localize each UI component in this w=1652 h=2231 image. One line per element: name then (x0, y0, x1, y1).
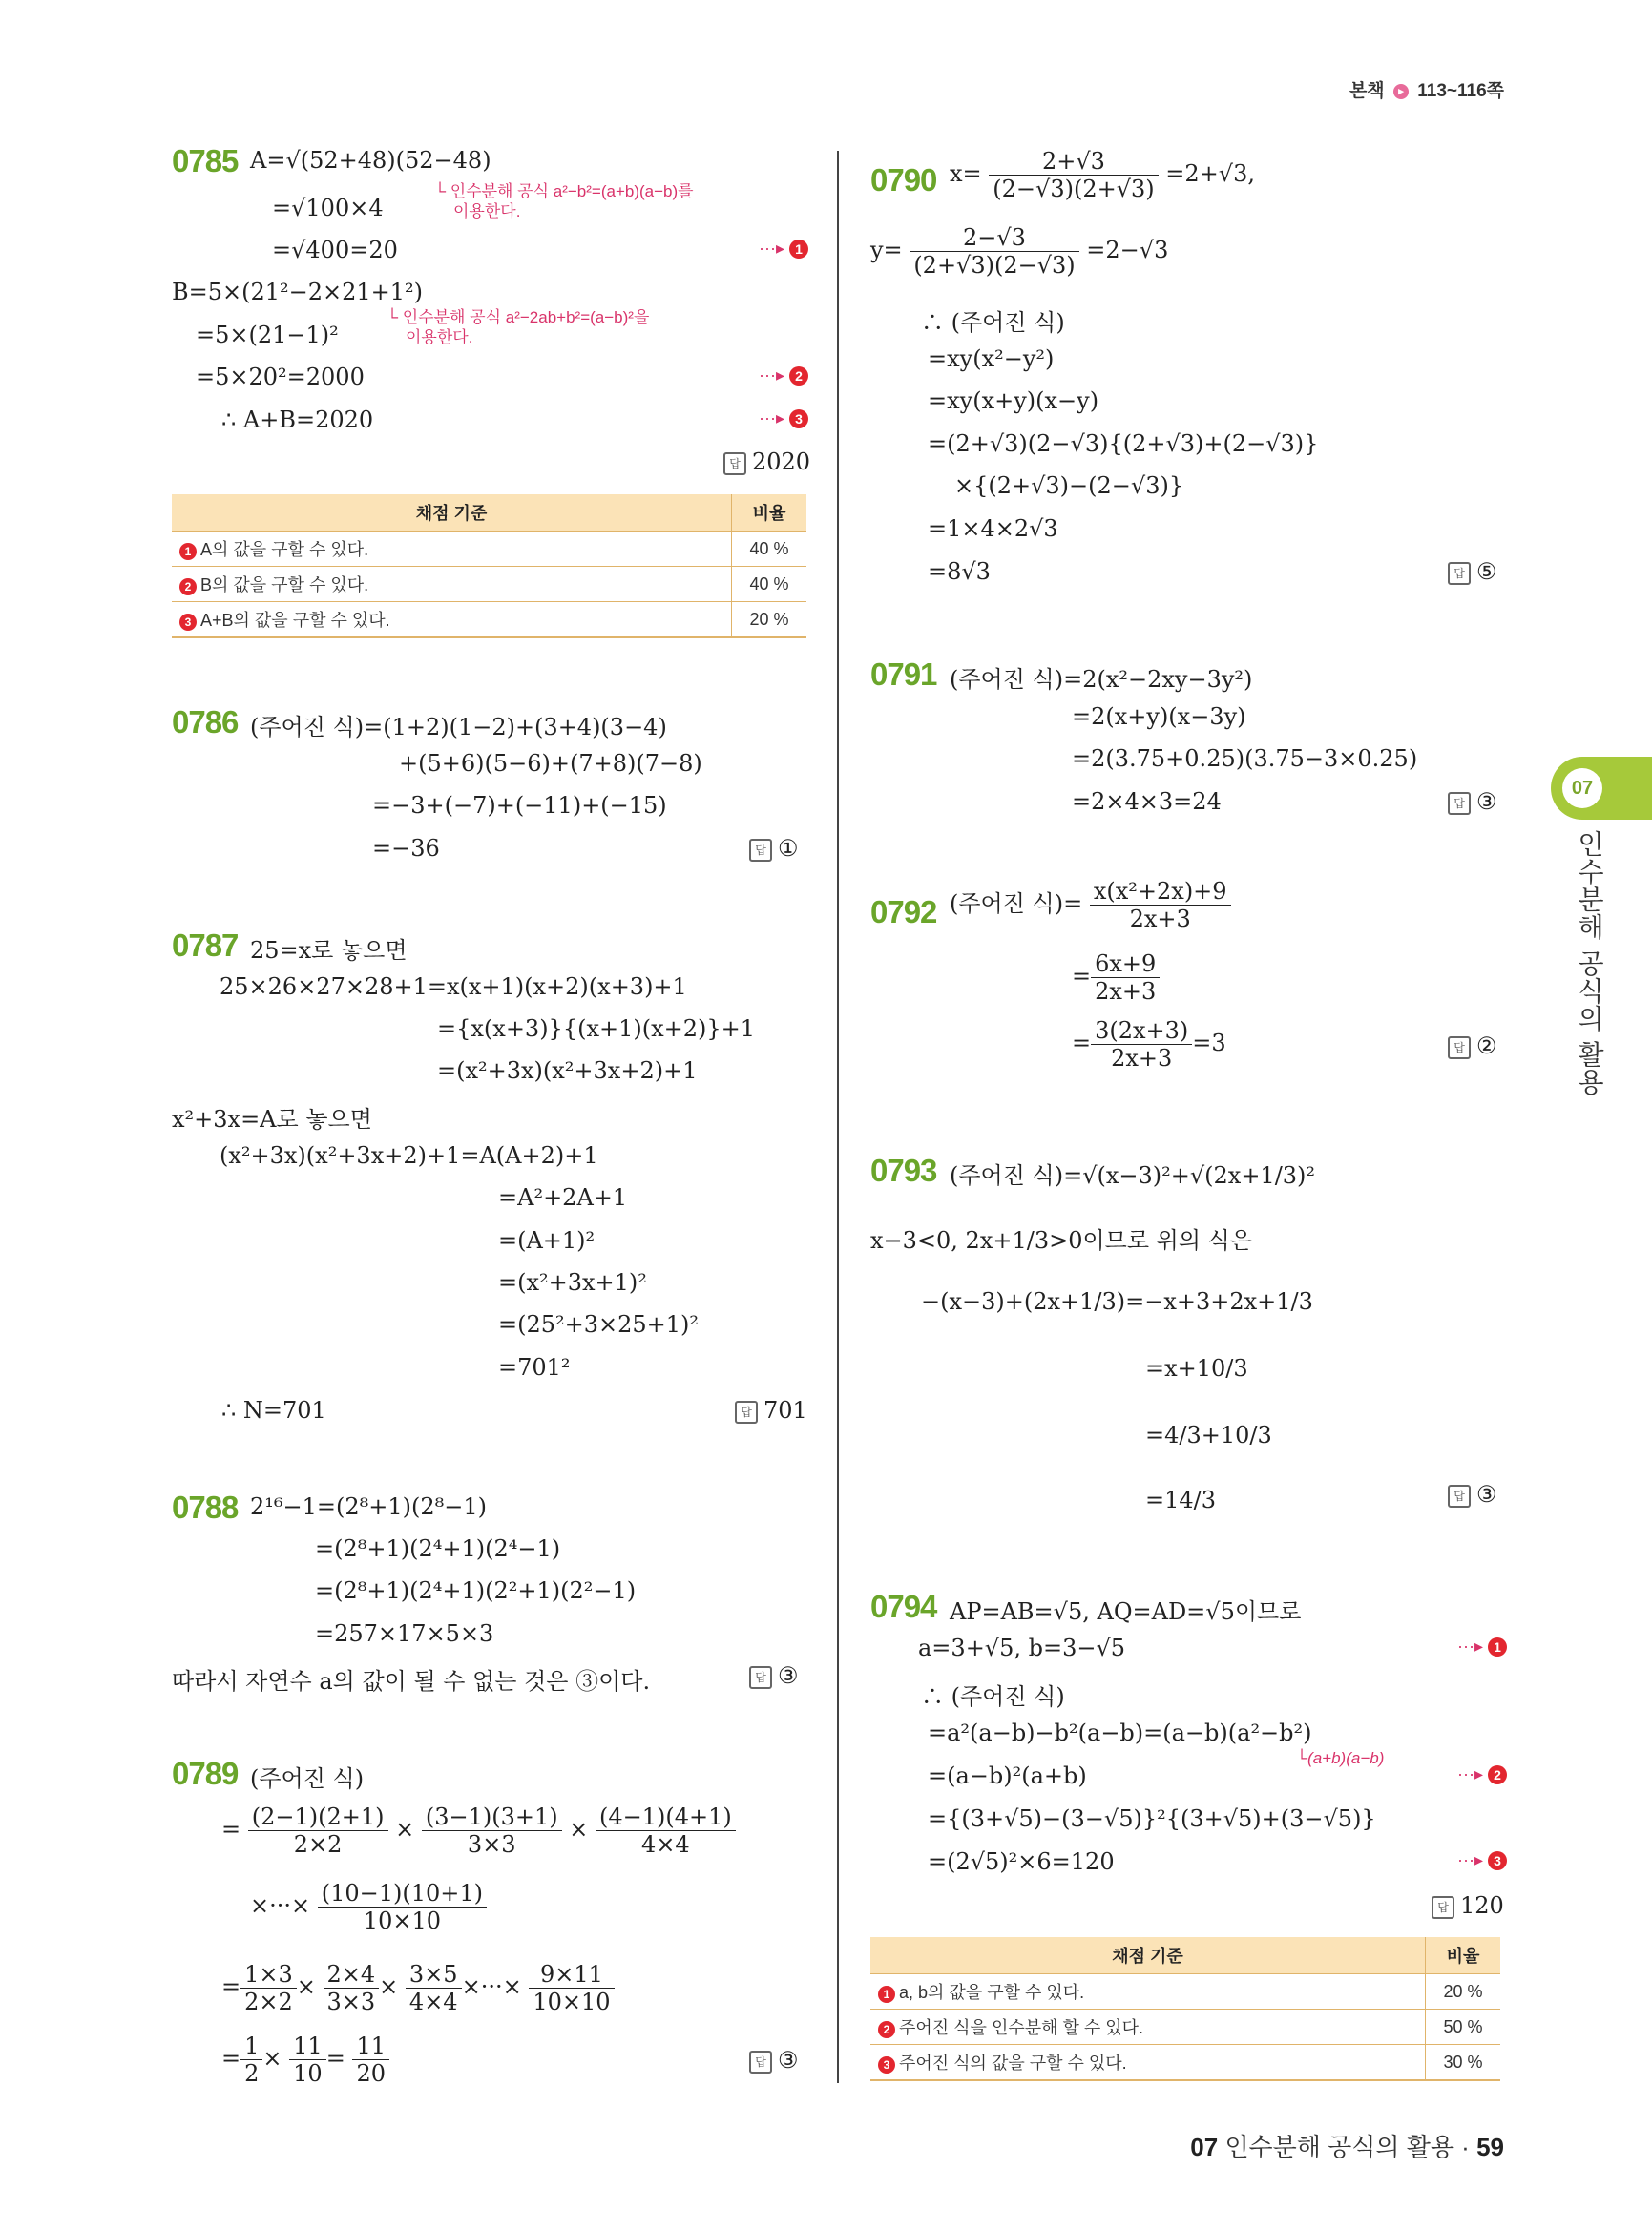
math-line: =xy(x²−y²) (928, 345, 1055, 372)
math-line: =A²+2A+1 (498, 1184, 628, 1211)
problem-0790: 0790 (870, 162, 937, 198)
math-line: = $\frac{6x+9}{2x+3}$ (1072, 950, 1160, 1005)
column-divider (837, 151, 839, 2083)
answer: 답 ③ (1448, 788, 1497, 815)
answer: 답 ② (1448, 1032, 1497, 1059)
math-line: =2(x+y)(x−3y) (1072, 703, 1246, 730)
math-line: A=√(52+48)(52−48) (250, 147, 491, 174)
math-line: =257×17×5×3 (315, 1620, 494, 1647)
page-range: 113~116쪽 (1417, 81, 1504, 101)
math-line: =1×4×2√3 (928, 515, 1058, 542)
chapter-number: 07 (1562, 768, 1602, 808)
book-label: 본책 (1349, 81, 1385, 101)
math-line: =701² (498, 1354, 571, 1381)
answer-icon: 답 (723, 452, 746, 475)
problem-0789: 0789 (172, 1756, 239, 1791)
footer-separator: · (1461, 2133, 1470, 2161)
table-row: 1 a, b의 값을 구할 수 있다. 20 % (870, 1974, 1500, 2010)
table-header: 채점 기준 (870, 1937, 1426, 1974)
math-line: ∴ N=701 (221, 1397, 326, 1424)
math-line: =√100×4 (272, 195, 384, 221)
math-line: =2(3.75+0.25)(3.75−3×0.25) (1072, 745, 1418, 772)
math-line: 2¹⁶−1=(2⁸+1)(2⁸−1) (250, 1493, 487, 1520)
math-line: 따라서 자연수 a의 값이 될 수 없는 것은 ③이다. (172, 1668, 651, 1695)
footer-chapter: 07 (1190, 2133, 1219, 2161)
math-line: =(2⁸+1)(2⁴+1)(2²+1)(2²−1) (315, 1577, 637, 1604)
step-marker: ···▸ 1 (759, 239, 808, 259)
math-line: ∴ A+B=2020 (221, 407, 374, 433)
chapter-tab-title: 인수분해 공식의 활용 (1575, 830, 1604, 1096)
answer: 답 ③ (749, 2047, 799, 2074)
step-marker: ···▸ 3 (759, 408, 808, 428)
page-footer (1190, 2128, 1504, 2163)
math-line: =x+10/3 (1145, 1355, 1248, 1382)
problem-0787: 0787 (172, 928, 239, 963)
math-line: x−3<0, 2x+1/3>0이므로 위의 식은 (870, 1227, 1253, 1254)
math-line: =√400=20 (272, 237, 398, 263)
table-row: 1 A의 값을 구할 수 있다. 40 % (172, 532, 806, 567)
math-line: =(a−b)²(a+b) (928, 1762, 1087, 1789)
math-line: =14/3 (1145, 1487, 1217, 1513)
table-row: 3 A+B의 값을 구할 수 있다. 20 % (172, 602, 806, 638)
math-line: AP=AB=√5, AQ=AD=√5이므로 (950, 1598, 1302, 1625)
math-line: =5×20²=2000 (196, 364, 365, 390)
math-line: =5×(21−1)² (196, 322, 339, 348)
math-line: B=5×(21²−2×21+1²) (172, 279, 424, 305)
answer: 답 ⑤ (1448, 558, 1497, 585)
answer: 답 ③ (1448, 1481, 1497, 1508)
problem-0786: 0786 (172, 704, 239, 740)
math-line: = $\frac{1\times 3}{2\times 2}$ × $\frac{2\times 4}{3\times 3}$ × $\frac{3\times 5}{4\times 4}$ ×···× $\frac{9\times 11}{10\times 10}$ (221, 1961, 615, 2015)
math-line: = $\frac{1}{2}$ × $\frac{11}{10}$ = $\frac{11}{20}$ (221, 2033, 389, 2087)
math-line: ×···× $\frac{(10-1)(10+1)}{10\times 10}$ (250, 1880, 487, 1934)
math-line: ×{(2+√3)−(2−√3)} (954, 472, 1184, 499)
answer: 답 2020 (723, 448, 810, 475)
math-line: =(2√5)²×6=120 (928, 1848, 1115, 1875)
step-marker: ···▸ 2 (759, 365, 808, 386)
math-line: =(25²+3×25+1)² (498, 1311, 700, 1338)
arrow-icon: ▸ (1393, 84, 1409, 99)
math-line: =(2+√3)(2−√3){(2+√3)+(2−√3)} (928, 430, 1319, 457)
problem-0794: 0794 (870, 1589, 937, 1624)
grading-table (870, 1937, 1500, 2081)
math-line: (주어진 식)=(1+2)(1−2)+(3+4)(3−4) (250, 714, 667, 740)
math-line: =a²(a−b)−b²(a−b)=(a−b)(a²−b²) (928, 1720, 1312, 1746)
math-line: = $\frac{3(2x+3)}{2x+3}$ =3 (1072, 1017, 1226, 1072)
math-line: a=3+√5, b=3−√5 (918, 1635, 1126, 1661)
math-line: ∴ (주어진 식) (921, 1683, 1065, 1710)
math-line: (주어진 식) (250, 1765, 365, 1792)
math-line: =(x²+3x)(x²+3x+2)+1 (437, 1057, 698, 1084)
math-line: (주어진 식)=√(x−3)²+√(2x+1/3)² (950, 1162, 1316, 1189)
answer: 답 ③ (749, 1662, 799, 1689)
problem-0785 (172, 143, 238, 179)
table-row: 3 주어진 식의 값을 구할 수 있다. 30 % (870, 2045, 1500, 2081)
math-line: =xy(x+y)(x−y) (928, 387, 1099, 414)
hint-note: └(a+b)(a−b) (1296, 1749, 1385, 1767)
table-header: 비율 (732, 494, 807, 532)
math-line: =4/3+10/3 (1145, 1422, 1272, 1449)
answer: 답 ① (749, 835, 799, 862)
grading-table (172, 494, 806, 638)
math-line: −(x−3)+(2x+1/3)=−x+3+2x+1/3 (921, 1288, 1313, 1315)
page-header (1349, 76, 1504, 102)
math-line: ∴ (주어진 식) (921, 309, 1065, 336)
math-line: =8√3 (928, 558, 991, 585)
footer-title: 인수분해 공식의 활용 (1224, 2133, 1454, 2161)
hint-note: └ 인수분해 공식 a²−2ab+b²=(a−b)²을 이용한다. (387, 308, 650, 346)
math-line: (주어진 식)= $\frac{\text{x(x²+2x)+9}}{2x+3}$ (950, 878, 1231, 932)
table-row: 2 B의 값을 구할 수 있다. 40 % (172, 567, 806, 602)
step-marker: ···▸ 3 (1457, 1850, 1507, 1870)
math-line: =−3+(−7)+(−11)+(−15) (372, 792, 667, 819)
math-line: x= $\frac{2+√3}{(2-√3)(2+√3)}$ =2+√3, (950, 148, 1255, 202)
math-line: =(x²+3x+1)² (498, 1269, 647, 1296)
problem-0791: 0791 (870, 657, 937, 692)
math-line: (x²+3x)(x²+3x+2)+1=A(A+2)+1 (220, 1142, 598, 1169)
math-line: 25×26×27×28+1=x(x+1)(x+2)(x+3)+1 (220, 973, 687, 1000)
math-line: =−36 (372, 835, 440, 862)
problem-0792: 0792 (870, 894, 937, 929)
problem-0788: 0788 (172, 1490, 239, 1525)
math-line: y= $\frac{2-√3}{(2+√3)(2-√3)}$ =2−√3 (870, 224, 1169, 279)
chapter-tab (1551, 757, 1652, 820)
answer: 답 120 (1432, 1892, 1504, 1919)
table-header: 채점 기준 (172, 494, 732, 532)
math-line: =(A+1)² (498, 1227, 596, 1254)
step-marker: ···▸ 2 (1457, 1764, 1507, 1784)
page-number: 59 (1476, 2133, 1504, 2161)
math-line: =2×4×3=24 (1072, 788, 1222, 815)
step-marker: ···▸ 1 (1457, 1637, 1507, 1657)
math-line: = $\frac{(2-1)(2+1)}{2\times 2}$ × $\frac{(3-1)(3+1)}{3\times 3}$ × $\frac{(4-1)(4+1)}{4\times 4}$ (221, 1804, 736, 1858)
math-line: 25=x로 놓으면 (250, 937, 408, 964)
math-line: +(5+6)(5−6)+(7+8)(7−8) (399, 750, 702, 777)
math-line: (주어진 식)=2(x²−2xy−3y²) (950, 666, 1253, 693)
table-row: 2 주어진 식을 인수분해 할 수 있다. 50 % (870, 2010, 1500, 2045)
problem-number: 0785 (172, 143, 239, 178)
math-line: x²+3x=A로 놓으면 (172, 1106, 372, 1133)
math-line: ={x(x+3)}{(x+1)(x+2)}+1 (437, 1015, 756, 1042)
math-line: ={(3+√5)−(3−√5)}²{(3+√5)+(3−√5)} (928, 1805, 1376, 1832)
answer: 답 701 (735, 1397, 807, 1424)
table-header: 비율 (1426, 1937, 1501, 1974)
problem-0793: 0793 (870, 1153, 937, 1188)
math-line: =(2⁸+1)(2⁴+1)(2⁴−1) (315, 1535, 561, 1562)
hint-note: └ 인수분해 공식 a²−b²=(a+b)(a−b)를 이용한다. (434, 182, 694, 220)
